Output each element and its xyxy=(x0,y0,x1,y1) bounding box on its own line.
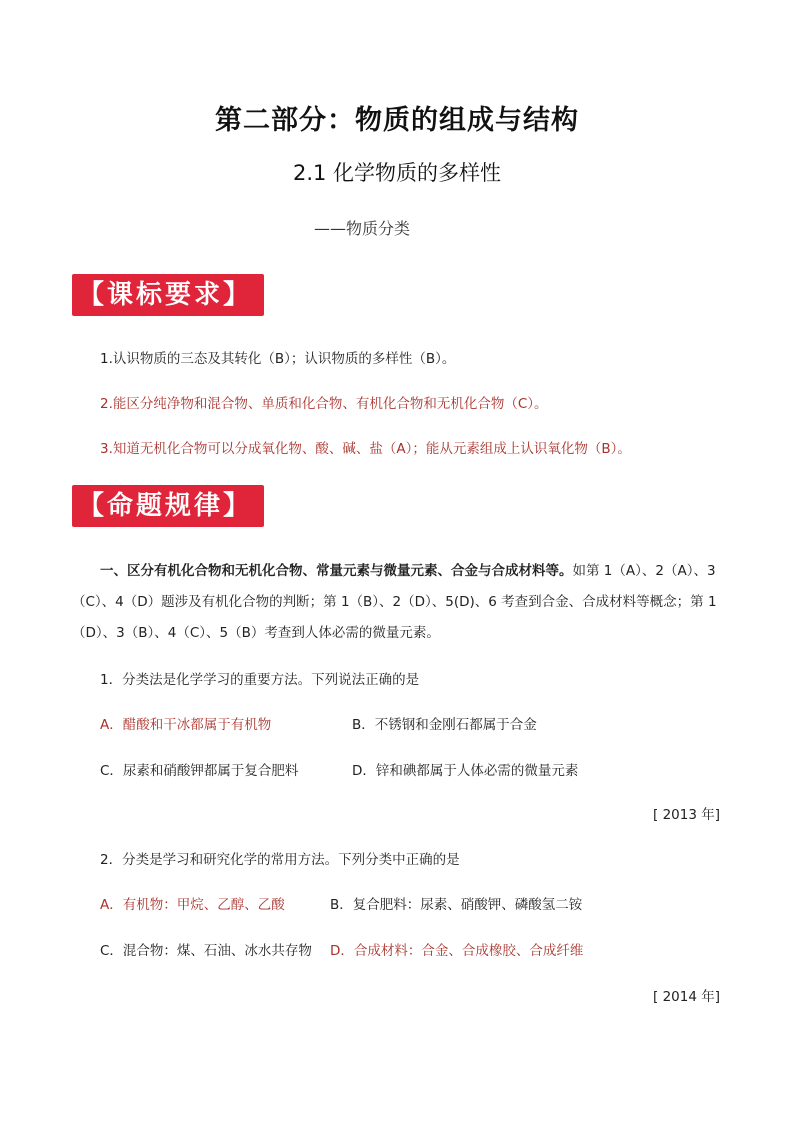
question-1-option-a: A．醋酸和干冰都属于有机物 xyxy=(100,717,272,733)
page-tagline: ——物质分类 xyxy=(314,219,411,238)
question-2-stem: 2．分类是学习和研究化学的常用方法。下列分类中正确的是 xyxy=(100,852,460,868)
question-1-option-d: D．锌和碘都属于人体必需的微量元素 xyxy=(352,763,579,779)
question-2-option-b: B．复合肥料：尿素、硝酸钾、磷酸氢二铵 xyxy=(330,897,583,913)
requirement-item-1: 1.认识物质的三态及其转化（B）；认识物质的多样性（B）。 xyxy=(100,351,456,367)
question-2-option-c: C．混合物：煤、石油、冰水共存物 xyxy=(100,943,312,959)
question-2-year: [ 2014 年] xyxy=(653,989,720,1005)
requirement-item-3: 3.知道无机化合物可以分成氧化物、酸、碱、盐（A）；能从元素组成上认识氧化物（B）。 xyxy=(100,441,631,457)
page-title: 第二部分：物质的组成与结构 xyxy=(215,105,579,136)
exam-pattern-detail: 如第 1（A）、2（A）、3（C）、4（D）题涉及有机化合物的判断；第 1（B）、2（D）、5(D)、6 考查到合金、合成材料等概念；第 1（D）、3（B）、4（C）、5（B）考查到人体必需的微量元素。 xyxy=(72,563,717,641)
exam-pattern-paragraph xyxy=(72,556,724,649)
question-2-option-d: D．合成材料：合金、合成橡胶、合成纤维 xyxy=(330,943,584,959)
exam-patterns-banner: 【命题规律】 xyxy=(72,485,264,527)
question-1-stem: 1．分类法是化学学习的重要方法。下列说法正确的是 xyxy=(100,672,420,688)
requirement-item-2: 2.能区分纯净物和混合物、单质和化合物、有机化合物和无机化合物（C）。 xyxy=(100,396,548,412)
page-subtitle: 2.1 化学物质的多样性 xyxy=(292,161,502,185)
exam-pattern-heading: 一、区分有机化合物和无机化合物、常量元素与微量元素、合金与合成材料等。 xyxy=(100,563,573,579)
question-2-option-a: A．有机物：甲烷、乙醇、乙酸 xyxy=(100,897,285,913)
question-1-option-b: B．不锈钢和金刚石都属于合金 xyxy=(352,717,537,733)
question-1-year: [ 2013 年] xyxy=(653,807,720,823)
curriculum-requirements-banner: 【课标要求】 xyxy=(72,274,264,316)
question-1-option-c: C．尿素和硝酸钾都属于复合肥料 xyxy=(100,763,299,779)
